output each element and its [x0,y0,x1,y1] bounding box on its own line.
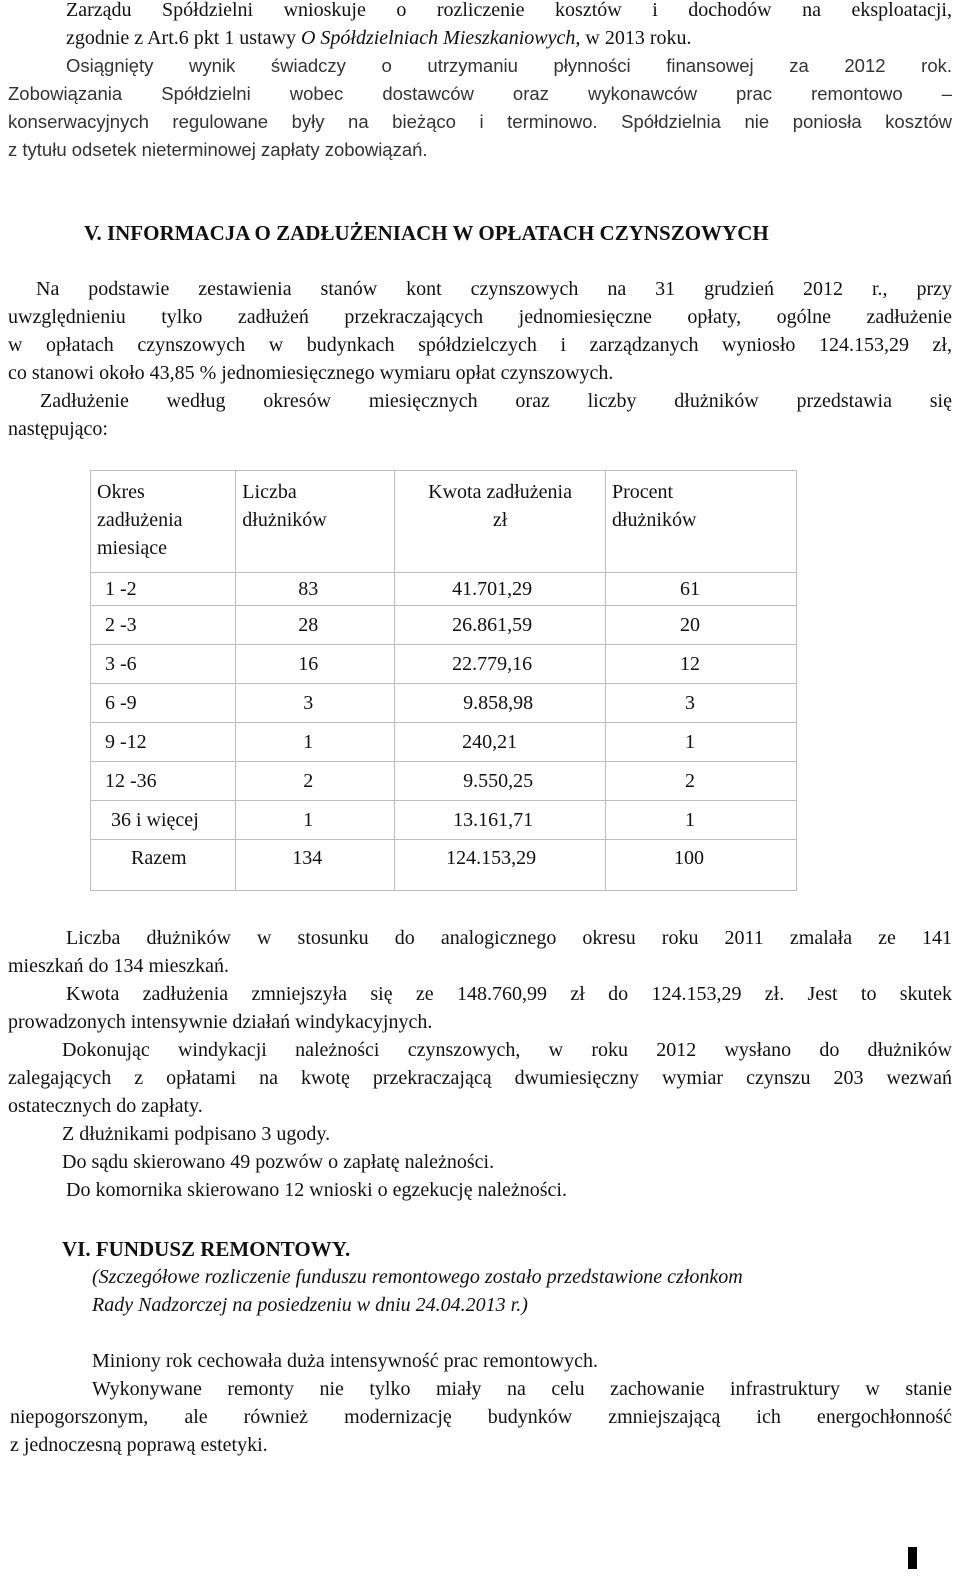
cell-percent: 12 [605,645,796,684]
cell-period: 6 -9 [91,684,236,723]
header-period-line-3: miesiące [97,537,167,559]
cell-total-label: Razem [91,840,236,891]
cell-amount: 41.701,29 [395,573,606,606]
cell-period: 3 -6 [91,645,236,684]
table-row [91,573,797,606]
intro-line-6: z tytułu odsetek nieterminowej zapłaty zobowiązań. [8,139,428,160]
header-debtors-line-1: Liczba [242,481,297,503]
cell-debtors: 16 [236,645,395,684]
cell-amount: 22.779,16 [395,645,606,684]
section-6-p2-line-2: niepogorszonym, ale również modernizację budynków zmniejszającą ich energochłonność [10,1406,952,1428]
cell-debtors: 1 [236,801,395,840]
header-amount [395,471,606,573]
section-6-p2-line-3: z jednoczesną poprawą estetyki. [10,1434,268,1456]
after-table-p4: Z dłużnikami podpisano 3 ugody. [62,1123,331,1145]
table-row [91,606,797,645]
cell-period: 12 -36 [91,762,236,801]
section-6-p1: Miniony rok cechowała duża intensywność prac remontowych. [92,1350,598,1372]
cell-amount: 26.861,59 [395,606,606,645]
cell-percent: 3 [605,684,796,723]
page-marker [908,1547,917,1569]
table-row [91,801,797,840]
after-table-p2-line-1: Kwota zadłużenia zmniejszyła się ze 148.760,99 zł do 124.153,29 zł. Jest to skutek [66,983,952,1005]
after-table-p2-line-2: prowadzonych intensywnie działań windykacyjnych. [8,1011,433,1033]
cell-debtors: 2 [236,762,395,801]
section-5-p1-line-2: uwzględnieniu tylko zadłużeń przekraczających jednomiesięczne opłaty, ogólne zadłużenie [8,306,952,328]
header-percent-line-2: dłużników [611,509,697,531]
table-total-row [91,840,797,891]
intro-line-2 [66,24,960,52]
table-row [91,684,797,723]
cell-amount: 13.161,71 [395,801,606,840]
after-table-p3-line-3: ostatecznych do zapłaty. [8,1095,203,1117]
cell-amount: 9.550,25 [395,762,606,801]
cell-percent: 2 [605,762,796,801]
section-5-p1-line-4: co stanowi około 43,85 % jednomiesięcznego wymiaru opłat czynszowych. [8,362,614,384]
intro-line-4: Zobowiązania Spółdzielni wobec dostawców oraz wykonawców prac remontowo – [8,83,952,104]
cell-percent: 1 [605,801,796,840]
section-6-heading: VI. FUNDUSZ REMONTOWY. [62,1237,351,1261]
table-row [91,723,797,762]
table-row [91,645,797,684]
cell-period: 36 i więcej [91,801,236,840]
header-debtors-line-2: dłużników [242,509,327,531]
section-6-note-line-2: Rady Nadzorczej na posiedzeniu w dniu 24.04.2013 r.) [92,1294,528,1316]
debt-table [90,470,797,891]
header-amount-line-1: Kwota zadłużenia [428,481,572,503]
section-5-p2-line-2: następująco: [8,418,108,440]
cell-percent: 1 [605,723,796,762]
intro-line-2-end: w 2013 roku. [580,27,692,49]
cell-percent: 20 [605,606,796,645]
section-5-p2-line-1: Zadłużenie według okresów miesięcznych oraz liczby dłużników przedstawia się [40,390,952,412]
cell-period: 9 -12 [91,723,236,762]
header-percent-line-1: Procent [611,481,674,503]
intro-line-5: konserwacyjnych regulowane były na bieżąco i terminowo. Spółdzielnia nie poniosła kosztów [8,111,952,132]
cell-period: 2 -3 [91,606,236,645]
cell-total-debtors: 134 [236,840,395,891]
section-5-heading: V. INFORMACJA O ZADŁUŻENIACH W OPŁATACH CZYNSZOWYCH [84,221,769,245]
table-row [91,762,797,801]
after-table-p3-line-1: Dokonując windykacji należności czynszowych, w roku 2012 wysłano do dłużników [62,1039,952,1061]
after-table-p6: Do komornika skierowano 12 wnioski o egzekucję należności. [66,1179,567,1201]
after-table-p5: Do sądu skierowano 49 pozwów o zapłatę należności. [62,1151,495,1173]
header-percent [605,471,796,573]
header-period-line-1: Okres [97,481,145,503]
cell-amount: 240,21 [395,723,606,762]
intro-line-3: Osiągnięty wynik świadczy o utrzymaniu płynności finansowej za 2012 rok. [66,55,952,76]
cell-total-amount: 124.153,29 [395,840,606,891]
header-amount-line-2: zł [492,509,508,531]
law-title: O Spółdzielniach Mieszkaniowych, [300,27,581,49]
intro-line-2-text: zgodnie z Art.6 pkt 1 ustawy [66,27,301,49]
cell-percent: 61 [605,573,796,606]
header-debtors [236,471,395,573]
cell-period: 1 -2 [91,573,236,606]
intro-line-1: Zarządu Spółdzielni wnioskuje o rozliczenie kosztów i dochodów na eksploatacji, [66,0,952,21]
cell-amount: 9.858,98 [395,684,606,723]
cell-debtors: 28 [236,606,395,645]
section-5-p1-line-1: Na podstawie zestawienia stanów kont czynszowych na 31 grudzień 2012 r., przy [36,278,952,300]
after-table-p3-line-2: zalegających z opłatami na kwotę przekraczającą dwumiesięczny wymiar czynszu 203 wezwań [8,1067,952,1089]
section-6-p2-line-1: Wykonywane remonty nie tylko miały na celu zachowanie infrastruktury w stanie [92,1378,952,1400]
cell-debtors: 3 [236,684,395,723]
cell-total-percent: 100 [605,840,796,891]
header-period [91,471,236,573]
after-table-p1-line-1: Liczba dłużników w stosunku do analogicznego okresu roku 2011 zmalała ze 141 [66,927,952,949]
section-6-note-line-1: (Szczegółowe rozliczenie funduszu remontowego zostało przedstawione członkom [92,1266,743,1288]
table-header-row [91,471,797,573]
after-table-p1-line-2: mieszkań do 134 mieszkań. [8,955,230,977]
header-period-line-2: zadłużenia [97,509,183,531]
cell-debtors: 83 [236,573,395,606]
section-5-p1-line-3: w opłatach czynszowych w budynkach spółdzielczych i zarządzanych wyniosło 124.153,29 zł, [8,334,952,356]
cell-debtors: 1 [236,723,395,762]
